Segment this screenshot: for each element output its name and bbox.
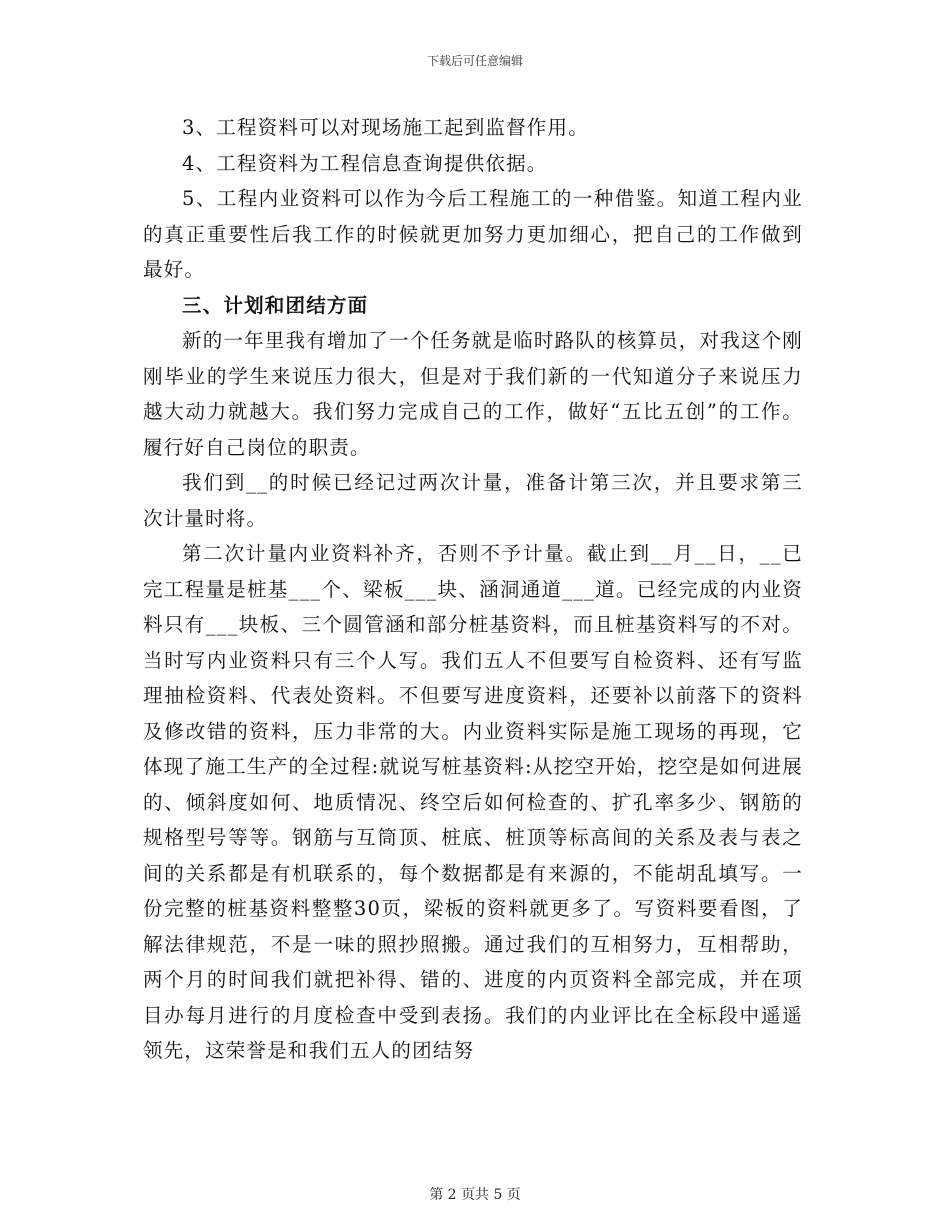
section-heading: 三、计划和团结方面 xyxy=(182,293,369,317)
paragraph-3: 第二次计量内业资料补齐，否则不予计量。截止到__月__日，__已完工程量是桩基___个、梁板___块、涵洞通道___道。已经完成的内业资料只有___块板、三个圆管涵和部分桩基资料，而且桩基资料写的不对。当时写内业资料只有三个人写。我们五人不但要写自检资料、还有写监理抽检资料、代表处资料。不但要写进度资料，还要补以前落下的资料及修改错的资料，压力非常的大。内业资料实际是施工现场的再现，它体现了施工生产的全过程:就说写桩基资料:从挖空开始，挖空是如何进展的、倾斜度如何、地质情况、终空后如何检查的、扩孔率多少、钢筋的规格型号等等。钢筋与互筒顶、桩底、桩顶等标高间的关系及表与表之间的关系都是有机联系的，每个数据都是有来源的，不能胡乱填写。一份完整的桩基资料整整30页，梁板的资料就更多了。写资料要看图，了解法律规范，不是一味的照抄照搬。通过我们的互相努力，互相帮助，两个月的时间我们就把补得、错的、进度的内页资料全部完成，并在项目办每月进行的月度检查中受到表扬。我们的内业评比在全标段中遥遥领先，这荣誉是和我们五人的团结努 xyxy=(143,542,803,1062)
list-item-5: 5、工程内业资料可以作为今后工程施工的一种借鉴。知道工程内业的真正重要性后我工作的时候就更加努力更加细心，把自己的工作做到最好。 xyxy=(143,187,803,281)
list-item-4: 4、工程资料为工程信息查询提供依据。 xyxy=(182,151,548,175)
page-header: 下载后可任意编辑 xyxy=(426,54,523,68)
document-body xyxy=(143,110,803,1069)
paragraph-1: 新的一年里我有增加了一个任务就是临时路队的核算员，对我这个刚刚毕业的学生来说压力很大，但是对于我们新的一代知道分子来说压力越大动力就越大。我们努力完成自己的工作，做好“五比五创”的工作。履行好自己岗位的职责。 xyxy=(143,329,804,459)
paragraph-2: 我们到__的时候已经记过两次计量，准备计第三次，并且要求第三次计量时将。 xyxy=(143,471,803,530)
list-item-3: 3、工程资料可以对现场施工起到监督作用。 xyxy=(182,116,589,139)
page-footer: 第 2 页共 5 页 xyxy=(429,1187,521,1203)
